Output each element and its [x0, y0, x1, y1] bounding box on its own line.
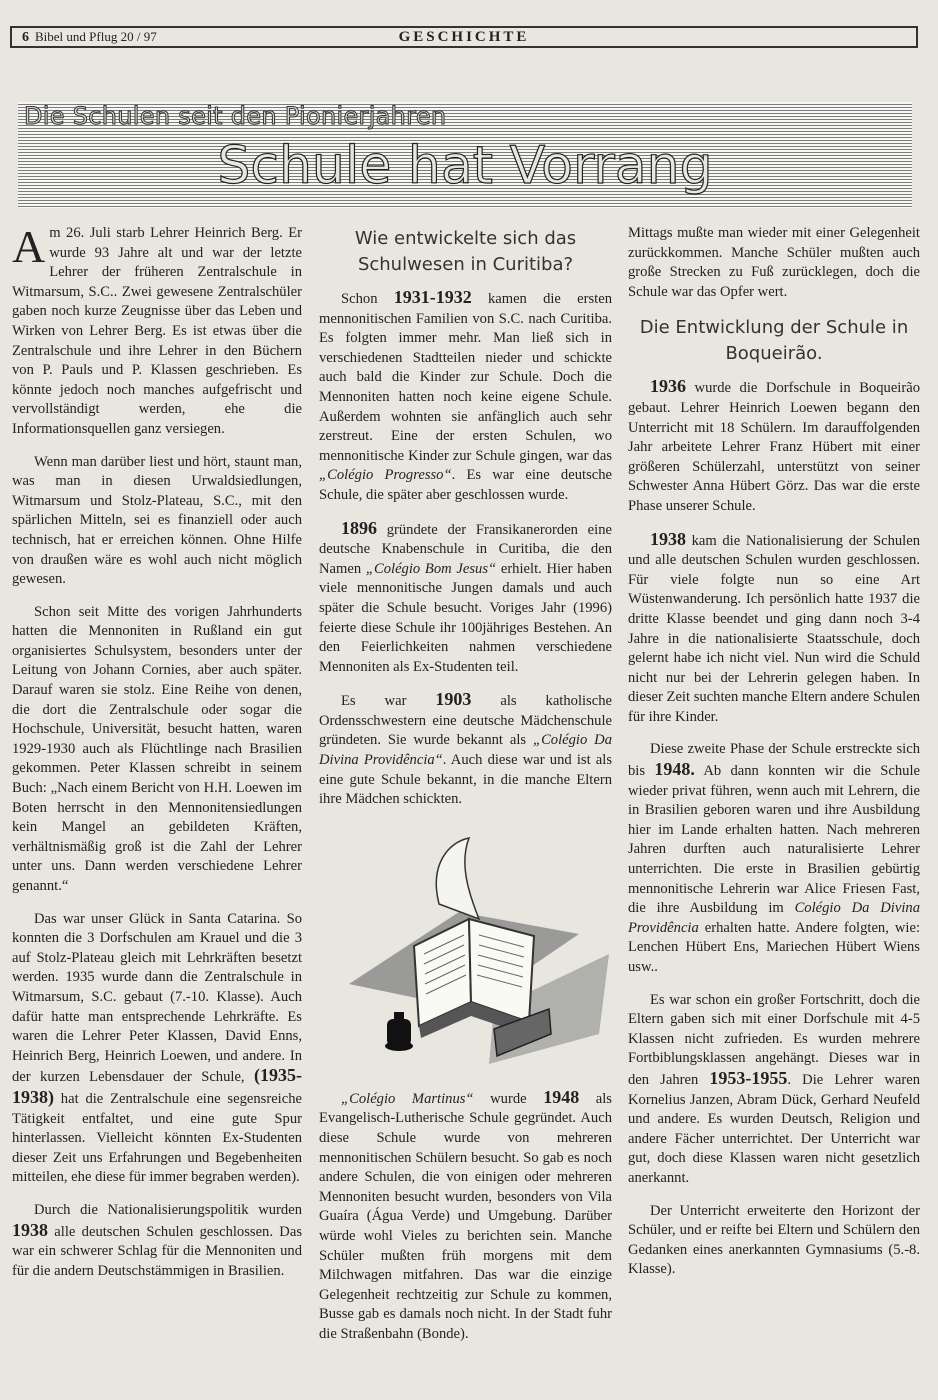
year-highlight: 1936 [650, 376, 686, 397]
paragraph [628, 377, 920, 516]
paragraph-text: Es war [341, 693, 436, 710]
paragraph [12, 221, 302, 440]
paragraph-text: wurde die Dorfschule in Boqueirão gebaut. Lehrer Heinrich Loewen begann den Unterricht mit 18 Schülern. Im darauffolgenden Jahr arbeitete Lehrer Franz Hübert mit einer größeren Schülerzahl, unterstützt von seiner Schwester Anna Hübert Görz. Das war die erste Phase unserer Schule. [628, 380, 920, 514]
year-highlight: 1938 [12, 1219, 48, 1240]
paragraph [628, 991, 920, 1189]
kicker-title: Die Schulen seit den Pionierjahren [24, 102, 447, 130]
year-highlight: 1953-1955 [709, 1067, 788, 1088]
year-highlight: 1931-1932 [393, 287, 472, 307]
paragraph-text: kamen die ersten mennonitischen Familien von S.C. nach Curitiba. Es folgten immer mehr. Man ließ sich in verschiedenen Stadtteilen nieder und schickte auch bald die Kinder zur Schule. Doch die Mennoniten hatten noch keine eigene Schule. Außerdem wohnten sie anfänglich auch sehr zerstreut. Eine der ersten Schulen, wo mennonitische Kinder zur Schule gingen, war das [319, 291, 612, 464]
paragraph [12, 910, 302, 1188]
paragraph-text: Ab dann konnten wir die Schule wieder privat führen, wenn auch mit Lehrern, die in Brasilien geboren waren und ihre Ausbildung hier im Lande erhalten hatten. Nach mehreren Jahren durften auch naturalisierte Lehrer unterrichten. Die erste in Brasilien gebürtig mennonitische Lehrerin war Alice Friesen Fast, die ihre Ausbildung im [628, 763, 920, 917]
school-name: „Colégio Da Divina Providência“ [319, 732, 612, 769]
section-title: GESCHICHTE [398, 29, 530, 45]
inkwell-icon [387, 1019, 411, 1046]
subheading: Die Entwicklung der Schule in Boqueirão. [639, 317, 909, 365]
column-1 [12, 221, 302, 1294]
quill-icon [436, 838, 479, 919]
paragraph-text: m 26. Juli starb Lehrer Heinrich Berg. Er wurde 93 Jahre alt und war der letzte Lehrer der früheren Zentralschule in Witmarsum, S.C.. Zwei gewesene Zentralschüler gaben noch kurze Zeugnisse über das Leben und Wirken von Lehrer Berg. Es ist etwas über die Zentralschule und ihre Lehrer in den Büchern von P. Pauls und P. Klassen geschrieben. Es könnte jedoch noch manches aufgefrischt und vervollständigt werden, ehe die Informationsquellen ganz versiegen. [12, 225, 302, 437]
open-book-quill-inkwell-icon [319, 834, 612, 1070]
paragraph-text: . Es war eine deutsche Schule, die später aber geschlossen wurde. [319, 467, 612, 503]
year-highlight: 1903 [435, 689, 472, 710]
column-2 [319, 224, 612, 1358]
paragraph-text: Durch die Nationalisierungspolitik wurden [34, 1201, 302, 1218]
year-highlight: (1935-1938) [12, 1065, 302, 1107]
inkwell-neck [394, 1012, 404, 1021]
paragraph [319, 519, 612, 678]
school-name: Colégio Da Divina Providência [628, 900, 920, 936]
paragraph-text: als Evangelisch-Lutherische Schule gegründet. Auch diese Schule wurde von mehreren mennonitischen Schülern besucht. So gab es noch andere Schulen, die von einigen oder mehreren Mennoniten besucht wurden, besonders von Vila Guaíra (Água Verde) und Umgebung. Darüber würde wohl Vieles zu berichten sein. Manche Schüler mußten früh morgens mit dem Milchwagen mitfahren. Das war die einzige Gelegenheit rechtzeitig zur Schule zu kommen, Busse gab es damals noch nicht. In der Stadt fuhr die Straßenbahn (Bonde). [319, 1090, 612, 1342]
column-3 [628, 224, 920, 1293]
paragraph [628, 740, 920, 977]
publication-info: Bibel und Pflug 20 / 97 [35, 29, 157, 44]
paragraph-text: erhalten hatte. Andere folgten, wie: Lenchen Hübert Ens, Mariechen Hübert Wiens usw.. [628, 919, 920, 975]
paragraph-text: Das war unser Glück in Santa Catarina. So konnten die 3 Dorfschulen am Krauel und die 3 auf Stolz-Plateau gleich mit Lehrkräften besetzt werden. 1935 wurde dann die Zentralschule in Witmarsum, S.C. gebaut (7.-10. Klasse). Auch dafür hatte man entsprechende Lehrkräfte. Es waren die Lehrer Peter Klassen, David Enns, Heinrich Berg, Heinrich Loewen, und andere. In der kurzen Lebensdauer der Schule, [12, 910, 302, 1086]
headline: Schule hat Vorrang [217, 136, 713, 196]
paragraph: Der Unterricht erweiterte den Horizont der Schüler, und er reifte bei Eltern und Schülern den Gedanken eines anerkannten Gymnasiums (5.-8. Klasse). [628, 1202, 920, 1278]
title-block [18, 102, 912, 208]
school-name: „Colégio Bom Jesus“ [365, 560, 497, 577]
year-highlight: 1938 [650, 528, 686, 549]
paragraph: Wenn man darüber liest und hört, staunt man, was man in diesen Urwaldsiedlungen, Witmarsum und Stolz-Plateau, S.C., mit den spärlichen Mitteln, sei es finanziell oder auch technisch, hat er erreichen können. Ohne Hilfe von draußen wäre es wohl auch nicht möglich gewesen. [12, 453, 302, 588]
paragraph-text: . Auch diese war und ist als eine gute Schule bekannt, in die manche Eltern ihre Mädchen schickten. [319, 752, 613, 808]
paragraph [628, 530, 920, 728]
page-number: 6 [22, 30, 29, 45]
paragraph-text: Diese zweite Phase der Schule erstreckte sich bis [628, 741, 920, 780]
paragraph: Schon seit Mitte des vorigen Jahrhunderts hatten die Mennoniten in Rußland ein gut organisiertes Schulsystem, besonders unter der Leitung von Johann Cornies, aber auch später. Darauf waren sie stolz. Eine Reihe von denen, die dort die Zentralschule oder sogar die Hochschule, Universität, besucht hatten, waren 1929-1930 auch als Flüchtlinge nach Brasilien gekommen. Peter Klassen schreibt in seinem Buch: „Nach einem Bericht von H.H. Loewen im Boten herrscht in den Mennonitensiedlungen kein Mangel an gebildeten Kräften, verhältnismäßig groß ist die Zahl der Lehrer unter uns. Dann werden verschiedene Lehrer genannt.“ [12, 603, 302, 894]
paragraph-text: gründete der Fransikanerorden eine deutsche Knabenschule in Curitiba, die den Namen [319, 521, 612, 577]
paragraph-text: alle deutschen Schulen geschlossen. Das war ein schwerer Schlag für die Mennoniten und für die andern Deutschstämmigen in Brasilien. [12, 1223, 302, 1279]
school-name: „Colégio Martinus“ [341, 1090, 474, 1107]
paragraph [12, 1201, 302, 1281]
paragraph-text: . Die Lehrer waren Kornelius Janzen, Abram Dück, Gerhard Neufeld und andere. Es wurden Deutsch, Religion und andere Fächer unterrichtet. Der Unterricht war gut, doch diese Klassen waren nicht gesetzlich anerkannt. [628, 1071, 920, 1186]
paragraph-text: Schon [341, 291, 394, 307]
paragraph: Mittags mußte man wieder mit einer Gelegenheit zurückkommen. Manche Schüler mußten auch große Strecken zu Fuß zurücklegen, doch die Schule war das Opfer wert. [628, 225, 920, 300]
paragraph-text: erhielt. Hier haben viele mennonitische Jungen damals und auch später die Schule besucht. Voriges Jahr (1996) feierte diese Schule ihr 100jähriges Bestehen. An den Feierlichkeiten nahmen verschiedene Mennoniten als Ex-Studenten teil. [319, 560, 612, 675]
paragraph-text: Es war schon ein großer Fortschritt, doch die Eltern gaben sich mit einer Dorfschule mit 4-5 Klassen nicht zufrieden. Es wurden mehrere Fortbiblungsklassen angehängt. Dieses war in den Jahren [628, 991, 920, 1088]
illustration-svg [319, 834, 612, 1070]
paragraph-text: als katholische Ordensschwestern eine deutsche Mädchenschule gründeten. Sie wurde bekannt als [319, 693, 612, 749]
drop-cap: A [12, 221, 46, 272]
year-highlight: 1896 [341, 517, 377, 538]
paragraph [319, 288, 612, 506]
paragraph-text: wurde [473, 1090, 544, 1107]
page-header [10, 26, 918, 48]
subheading: Wie entwickelte sich das Schulwesen in Curitiba? [354, 228, 577, 275]
year-highlight: 1948 [543, 1086, 580, 1107]
paragraph [319, 1088, 612, 1345]
paragraph [319, 690, 612, 810]
paragraph-text: hat die Zentralschule eine segensreiche Tätigkeit entfaltet, und eine gute Spur hinterlassen. Vielleicht könnten Ex-Studenten dieser Zeit uns Erfahrungen und Begebenheiten mitteilen, ehe diese für immer begraben werden). [12, 1090, 302, 1186]
paragraph-text: kam die Nationalisierung der Schulen und alle deutschen Schulen wurden geschlossen. Für viele folgte nun so eine Art Wüstenwanderung. Ich persönlich hatte 1937 die dritte Klasse beendet und ging dann noch 3-4 Jahre in die nationalisierte Staatsschule, doch gelernt habe ich nicht viel. Nun wird die Schuld nicht nur bei der Lehrerin gelegen haben. In dieser Zeit suchten manche Eltern andere Schulen für ihre Kinder. [628, 532, 920, 725]
year-highlight: 1948. [654, 759, 695, 780]
school-name: „Colégio Progresso“ [319, 467, 452, 484]
